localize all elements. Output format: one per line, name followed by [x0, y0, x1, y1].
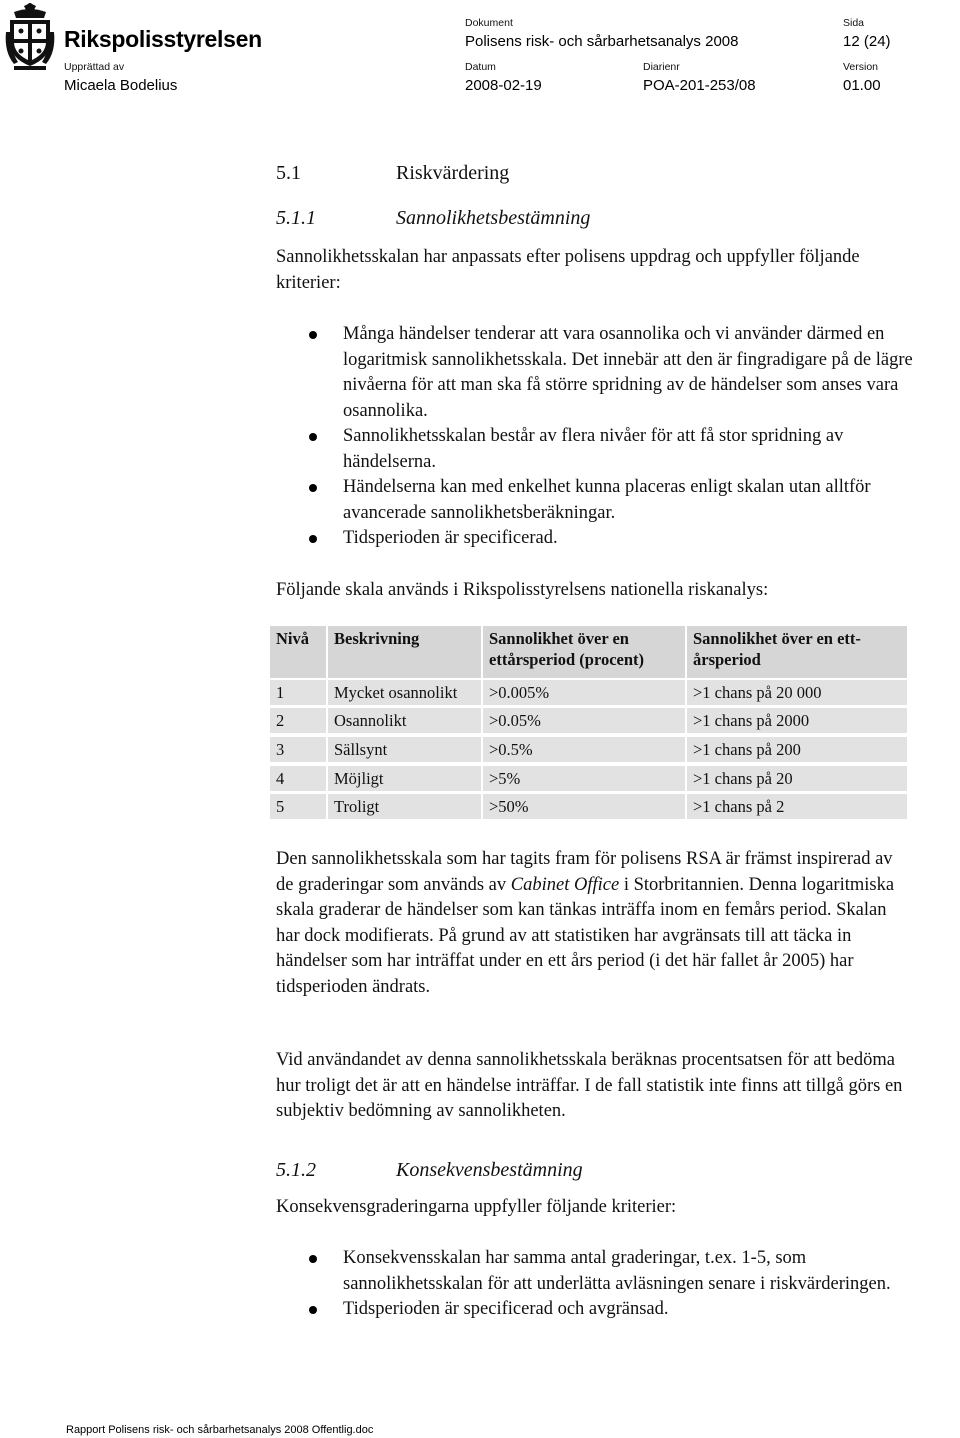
criteria-list-2 — [276, 1246, 916, 1323]
section-title: Riskvärdering — [396, 162, 510, 184]
intro-paragraph-2: Konsekvensgraderingarna uppfyller följande kriterier: — [276, 1197, 677, 1217]
table-cell: Osannolikt — [328, 708, 481, 733]
bullet-icon — [309, 484, 317, 492]
date-value: 2008-02-19 — [465, 77, 542, 94]
table-header-level: Nivå — [270, 626, 326, 678]
table-header-probability-chance: Sannolikhet över en ett-årsperiod — [687, 626, 907, 678]
author-label: Upprättad av — [64, 61, 125, 73]
date-label: Datum — [465, 61, 496, 73]
table-cell: >1 chans på 2 — [687, 794, 907, 819]
version-value: 01.00 — [843, 77, 881, 94]
subsection-number-1: 5.1.1 — [276, 207, 316, 229]
logo-text: Rikspolisstyrelsen — [64, 26, 262, 52]
table-cell: 3 — [270, 737, 326, 762]
page-number: 12 (24) — [843, 33, 891, 50]
diarie-number: POA-201-253/08 — [643, 77, 756, 94]
table-header-probability-percent: Sannolikhet över en ettårsperiod (procent) — [483, 626, 685, 678]
author-name: Micaela Bodelius — [64, 77, 178, 94]
bullet-icon — [309, 331, 317, 339]
subsection-number-2: 5.1.2 — [276, 1159, 316, 1181]
table-cell: Troligt — [328, 794, 481, 819]
bullet-icon — [309, 535, 317, 543]
table-cell: >0.5% — [483, 737, 685, 762]
page-footer: Rapport Polisens risk- och sårbarhetsanalys 2008 Offentlig.doc — [66, 1424, 374, 1436]
table-cell: >50% — [483, 794, 685, 819]
table-cell: >0.05% — [483, 708, 685, 733]
subsection-heading-2 — [276, 1159, 583, 1182]
intro-paragraph-1: Sannolikhetsskalan har anpassats efter polisens uppdrag och uppfyller följande kriterier: — [276, 247, 860, 293]
list-item: Tidsperioden är specificerad. — [276, 526, 916, 552]
section-number: 5.1 — [276, 162, 301, 184]
table-cell: >0.005% — [483, 680, 685, 705]
list-item: Tidsperioden är specificerad och avgränsad. — [276, 1297, 916, 1323]
table-cell: Mycket osannolikt — [328, 680, 481, 705]
criteria-list-1 — [276, 322, 916, 552]
bullet-icon — [309, 433, 317, 441]
list-item: Händelserna kan med enkelhet kunna placeras enligt skalan utan alltför avancerade sannolikhetsberäkningar. — [276, 475, 916, 526]
crest-logo-icon — [4, 2, 56, 72]
table-header-description: Beskrivning — [328, 626, 481, 678]
explanation-paragraph-1: Den sannolikhetsskala som har tagits fram för polisens RSA är främst inspirerad av de graderingar som används av Cabinet Office i Storbritannien. Denna logaritmiska skala graderar de händelser som kan tänkas inträffa inom en femårs period. Skalan har dock modifierats. På grund av att statistiken har avgränsats till att täcka in händelser som har inträffat under en ett års period (i det här fallet år 2005) har tidsperioden ändrats. — [276, 849, 895, 997]
table-cell: 4 — [270, 766, 326, 791]
explanation-paragraph-2: Vid användandet av denna sannolikhetsskala beräknas procentsatsen för att bedöma hur troligt det är att en händelse inträffar. I de fall statistik inte finns att tillgå görs en subjektiv bedömning av sannolikheten. — [276, 1050, 903, 1121]
version-label: Version — [843, 61, 879, 73]
cabinet-office-text: Cabinet Office — [510, 874, 620, 895]
table-cell: >1 chans på 20 000 — [687, 680, 907, 705]
document-title: Polisens risk- och sårbarhetsanalys 2008 — [465, 33, 739, 50]
page-header — [0, 0, 960, 100]
table-cell: >1 chans på 200 — [687, 737, 907, 762]
list-item: Många händelser tenderar att vara osannolika och vi använder därmed en logaritmisk sannolikhetsskala. Det innebär att den är fingradigare på de lägre nivåerna för att man ska få större spridning av de händelser som anses vara osannolika. — [276, 322, 916, 424]
diarie-label: Diarienr — [643, 61, 680, 73]
subsection-title-1: Sannolikhetsbestämning — [396, 207, 591, 229]
table-cell: >1 chans på 2000 — [687, 708, 907, 733]
list-item: Sannolikhetsskalan består av flera nivåer för att få stor spridning av händelserna. — [276, 424, 916, 475]
list-item: Konsekvensskalan har samma antal graderingar, t.ex. 1-5, som sannolikhetsskalan för att underlätta avläsningen senare i riskvärderingen. — [276, 1246, 916, 1297]
table-cell: 2 — [270, 708, 326, 733]
document-label: Dokument — [465, 17, 513, 29]
bullet-icon — [309, 1306, 317, 1314]
table-cell: Möjligt — [328, 766, 481, 791]
table-cell: >5% — [483, 766, 685, 791]
table-cell: >1 chans på 20 — [687, 766, 907, 791]
table-cell: 5 — [270, 794, 326, 819]
section-heading — [276, 162, 510, 185]
subsection-title-2: Konsekvensbestämning — [396, 1159, 583, 1181]
table-cell: Sällsynt — [328, 737, 481, 762]
page-label: Sida — [843, 17, 865, 29]
table-cell: 1 — [270, 680, 326, 705]
table-intro: Följande skala används i Rikspolisstyrelsens nationella riskanalys: — [276, 580, 769, 600]
subsection-heading-1 — [276, 207, 591, 230]
bullet-icon — [309, 1255, 317, 1263]
